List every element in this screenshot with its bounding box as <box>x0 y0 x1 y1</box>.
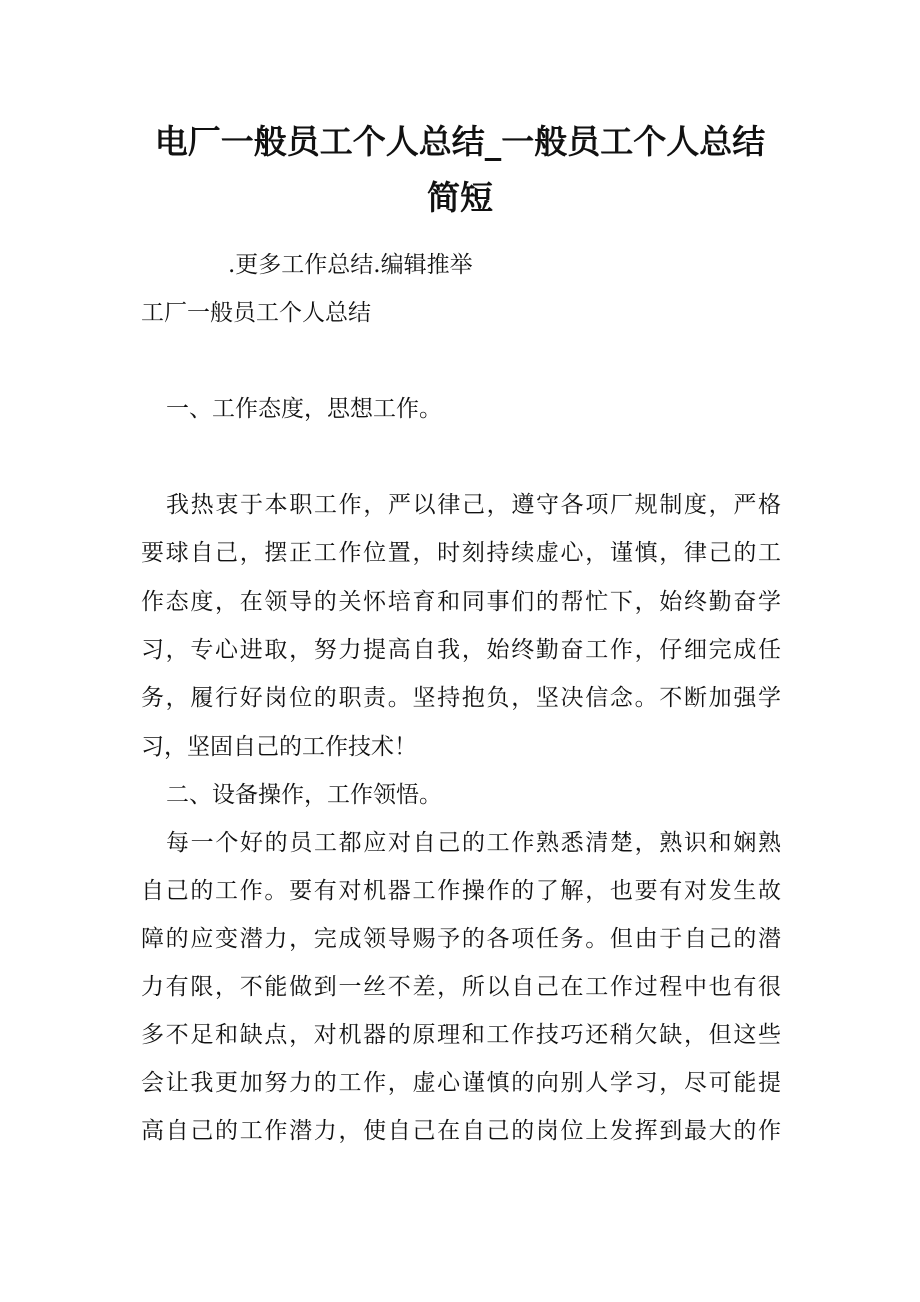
paragraph-1-line: 作态度，在领导的关怀培育和同事们的帮忙下，始终勤奋学 <box>141 589 781 615</box>
paragraph-1-line: 习，坚固自己的工作技术！ <box>141 734 417 760</box>
paragraph-1-line: 我热衷于本职工作，严以律己，遵守各项厂规制度，严格 <box>166 492 781 518</box>
document-title-line-1: 电厂一般员工个人总结_一般员工个人总结 <box>154 122 766 161</box>
paragraph-2-line: 自己的工作。要有对机器工作操作的了解，也要有对发生故 <box>141 878 781 904</box>
paragraph-1-line: 习，专心进取，努力提高自我，始终勤奋工作，仔细完成任 <box>141 637 781 663</box>
paragraph-2-line: 多不足和缺点，对机器的原理和工作技巧还稍欠缺，但这些 <box>141 1022 781 1048</box>
paragraph-1-line: 务，履行好岗位的职责。坚持抱负，坚决信念。不断加强学 <box>141 685 781 711</box>
paragraph-2-line: 会让我更加努力的工作，虚心谨慎的向别人学习，尽可能提 <box>141 1070 781 1096</box>
paragraph-1-line: 要球自己，摆正工作位置，时刻持续虚心，谨慎，律己的工 <box>141 540 781 566</box>
paragraph-2-line: 每一个好的员工都应对自己的工作熟悉清楚，熟识和娴熟 <box>166 830 781 856</box>
section-heading-2: 二、设备操作，工作领悟。 <box>166 782 442 808</box>
section-heading-1: 一、工作态度，思想工作。 <box>166 396 442 422</box>
paragraph-2-line: 高自己的工作潜力，使自己在自己的岗位上发挥到最大的作 <box>141 1118 781 1144</box>
paragraph-2-line: 力有限，不能做到一丝不差，所以自己在工作过程中也有很 <box>141 974 781 1000</box>
document-subtitle: 工厂一般员工个人总结 <box>141 300 371 326</box>
paragraph-2-line: 障的应变潜力，完成领导赐予的各项任务。但由于自己的潜 <box>141 926 781 952</box>
recommend-line: .更多工作总结.编辑推举 <box>228 252 473 278</box>
document-title-line-2: 简短 <box>427 178 493 217</box>
